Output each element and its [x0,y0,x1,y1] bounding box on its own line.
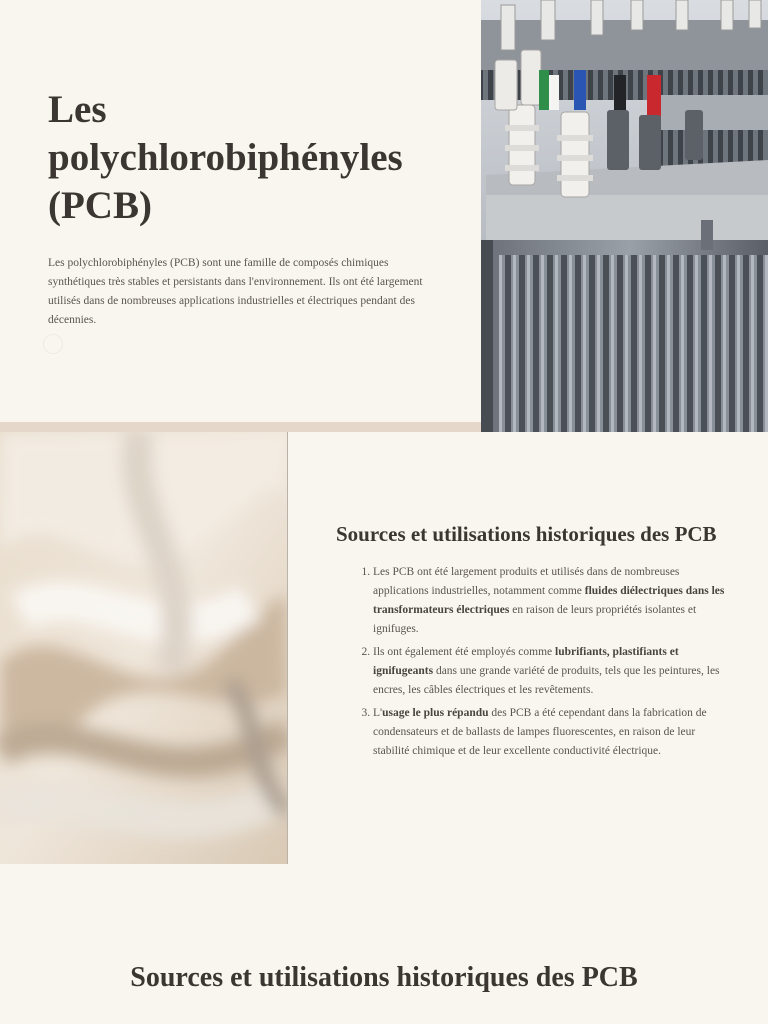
hero-description: Les polychlorobiphényles (PCB) sont une famille de composés chimiques synthétiques très stables et persistants dans l'environnement. Ils ont été largement utilisés dans de nombreuses applications industrielles et électriques pendant des décennies. [48,257,423,326]
list-item: 3. L'usage le plus répandu des PCB a été cependant dans la fabrication de condensateurs et de ballasts de lampes fluorescentes, en raison de leur stabilité chimique et de leur excellente conductivité électrique. [373,704,726,761]
hero-section [0,0,768,432]
hero-text-block [48,86,448,342]
section-heading-bottom: Sources et utilisations historiques des PCB [130,962,638,993]
sources-list [336,563,726,761]
sources-section [0,432,768,864]
transformers-photo [481,0,768,432]
loading-spinner-icon [43,334,63,354]
abstract-art-image [0,432,288,864]
page-title: Les polychlorobiphényles (PCB) [48,88,403,227]
accent-band [0,422,481,432]
list-item: 2. Ils ont également été employés comme lubrifiants, plastifiants et ignifugeants dans une grande variété de produits, tels que les peintures, les encres, les câbles électriques et les revêtements. [373,643,726,700]
section-heading: Sources et utilisations historiques des PCB [336,522,717,546]
sources-text-block [336,520,726,765]
list-item: 1. Les PCB ont été largement produits et utilisés dans de nombreuses applications industrielles, notamment comme fluides diélectriques dans les transformateurs électriques en raison de leurs propriétés isolantes et ignifuges. [373,563,726,639]
